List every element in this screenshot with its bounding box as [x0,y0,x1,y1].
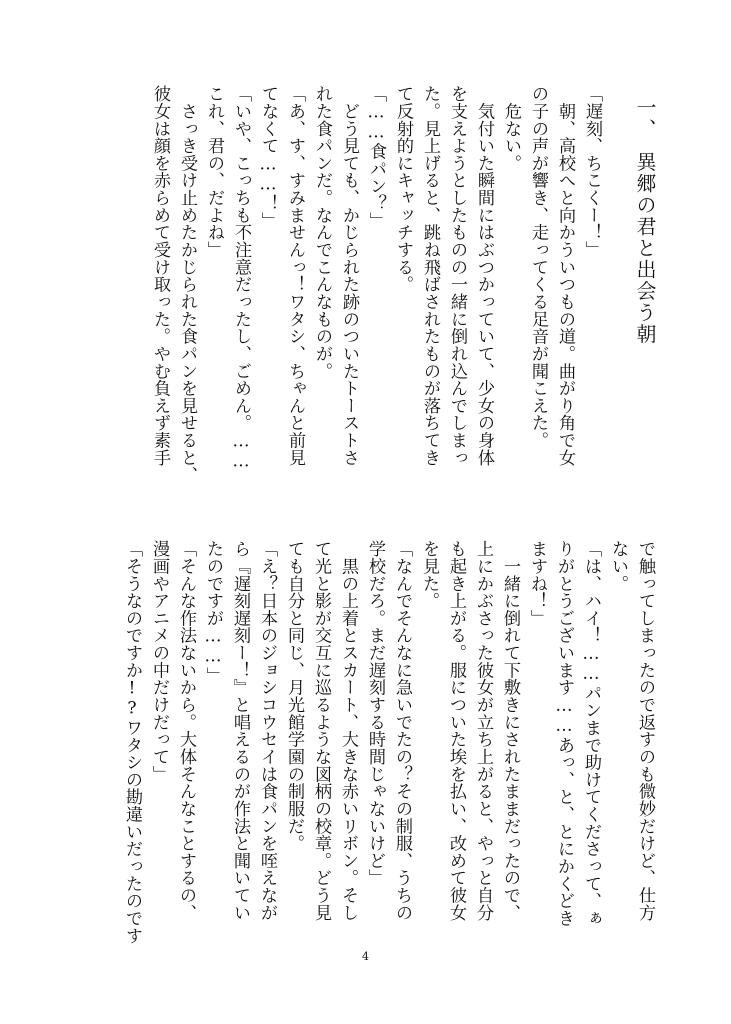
text-line: 「いや、こっちも不注意だったし、ごめん。…… [231,85,251,472]
text-line: て光と影が交互に巡るような図柄の校章。どう見 [311,540,331,922]
text-line: て反射的にキャッチする。 [393,85,413,293]
text-line: も起き上がる。服についた埃を払い、改めて彼女 [446,540,466,922]
text-line: 危ない。 [501,85,521,172]
text-line: を支えようとしたものの一緒に倒れ込んでしまっ [447,85,467,467]
text-line: 「なんでそんなに急いでたの？その制服、うちの [392,540,412,922]
text-line: た。見上げると、跳ね飛ばされたものが落ちてき [420,85,440,467]
text-line: れた食パンだ。なんでこんなものが。 [312,85,332,380]
text-line: ますね！」 [527,540,547,627]
text-line: 彼女は顔を赤らめて受け取った。やむ負えず素手 [150,85,170,467]
text-line: を見た。 [419,540,439,610]
text-line: 一緒に倒れて下敷きにされたままだったので、 [500,540,520,922]
text-line: 「そうなのですか!?ワタシの勘違いだったのです [122,540,142,944]
text-line: ても自分と同じ、月光館学園の制服だ。 [284,540,304,852]
text-line: さっき受け止めたかじられた食パンを見せると、 [177,85,197,484]
text-line: 「……食パン？」 [366,85,386,230]
text-line: てなくて……！」 [258,85,278,230]
text-line: の子の声が響き、走ってくる足音が聞こえた。 [528,85,548,449]
text-line: りがとうございます……あっ、と、とにかくどき [554,540,574,927]
text-line: どう見ても、かじられた跡のついたトーストさ [339,85,359,467]
page-number: 4 [362,950,369,963]
text-line: ない。 [608,540,628,592]
text-line: 「え？日本のジョシコウセイは食パンを咥えなが [257,540,277,922]
text-line: これ、君の、だよね」 [204,85,224,259]
text-line: で触ってしまったので返すのも微妙だけど、仕方 [635,540,655,922]
text-line: 上にかぶさった彼女が立ち上がると、やっと自分 [473,540,493,922]
text-line: 漫画やアニメの中だけだって」 [149,540,169,783]
text-line: 朝、高校へと向かういつもの道。曲がり角で女 [555,85,575,467]
text-line: 「は、ハイ！……パンまで助けてくださって、ぁ [581,540,601,927]
text-line: たのですが……」 [203,540,223,685]
text-line: 気付いた瞬間にはぶつかっていて、少女の身体 [474,85,494,467]
text-line: 「あ、す、すみませんっ！ワタシ、ちゃんと前見 [285,85,305,467]
top-text-block [146,85,658,484]
text-line: 「遅刻、ちこくー！」 [582,85,602,259]
text-line: ら『遅刻遅刻ー！』と唱えるのが作法と聞いてい [230,540,250,922]
text-line: 学校だろ。まだ遅刻する時間じゃないけど」 [365,540,385,887]
chapter-title: 一、 異郷の君と出会う朝 [633,97,657,345]
bottom-text-block [118,540,658,944]
text-line: 「そんな作法ないから。大体そんなことするの、 [176,540,196,922]
text-line: 黒の上着とスカート、大きな赤いリボン。そし [338,540,358,922]
